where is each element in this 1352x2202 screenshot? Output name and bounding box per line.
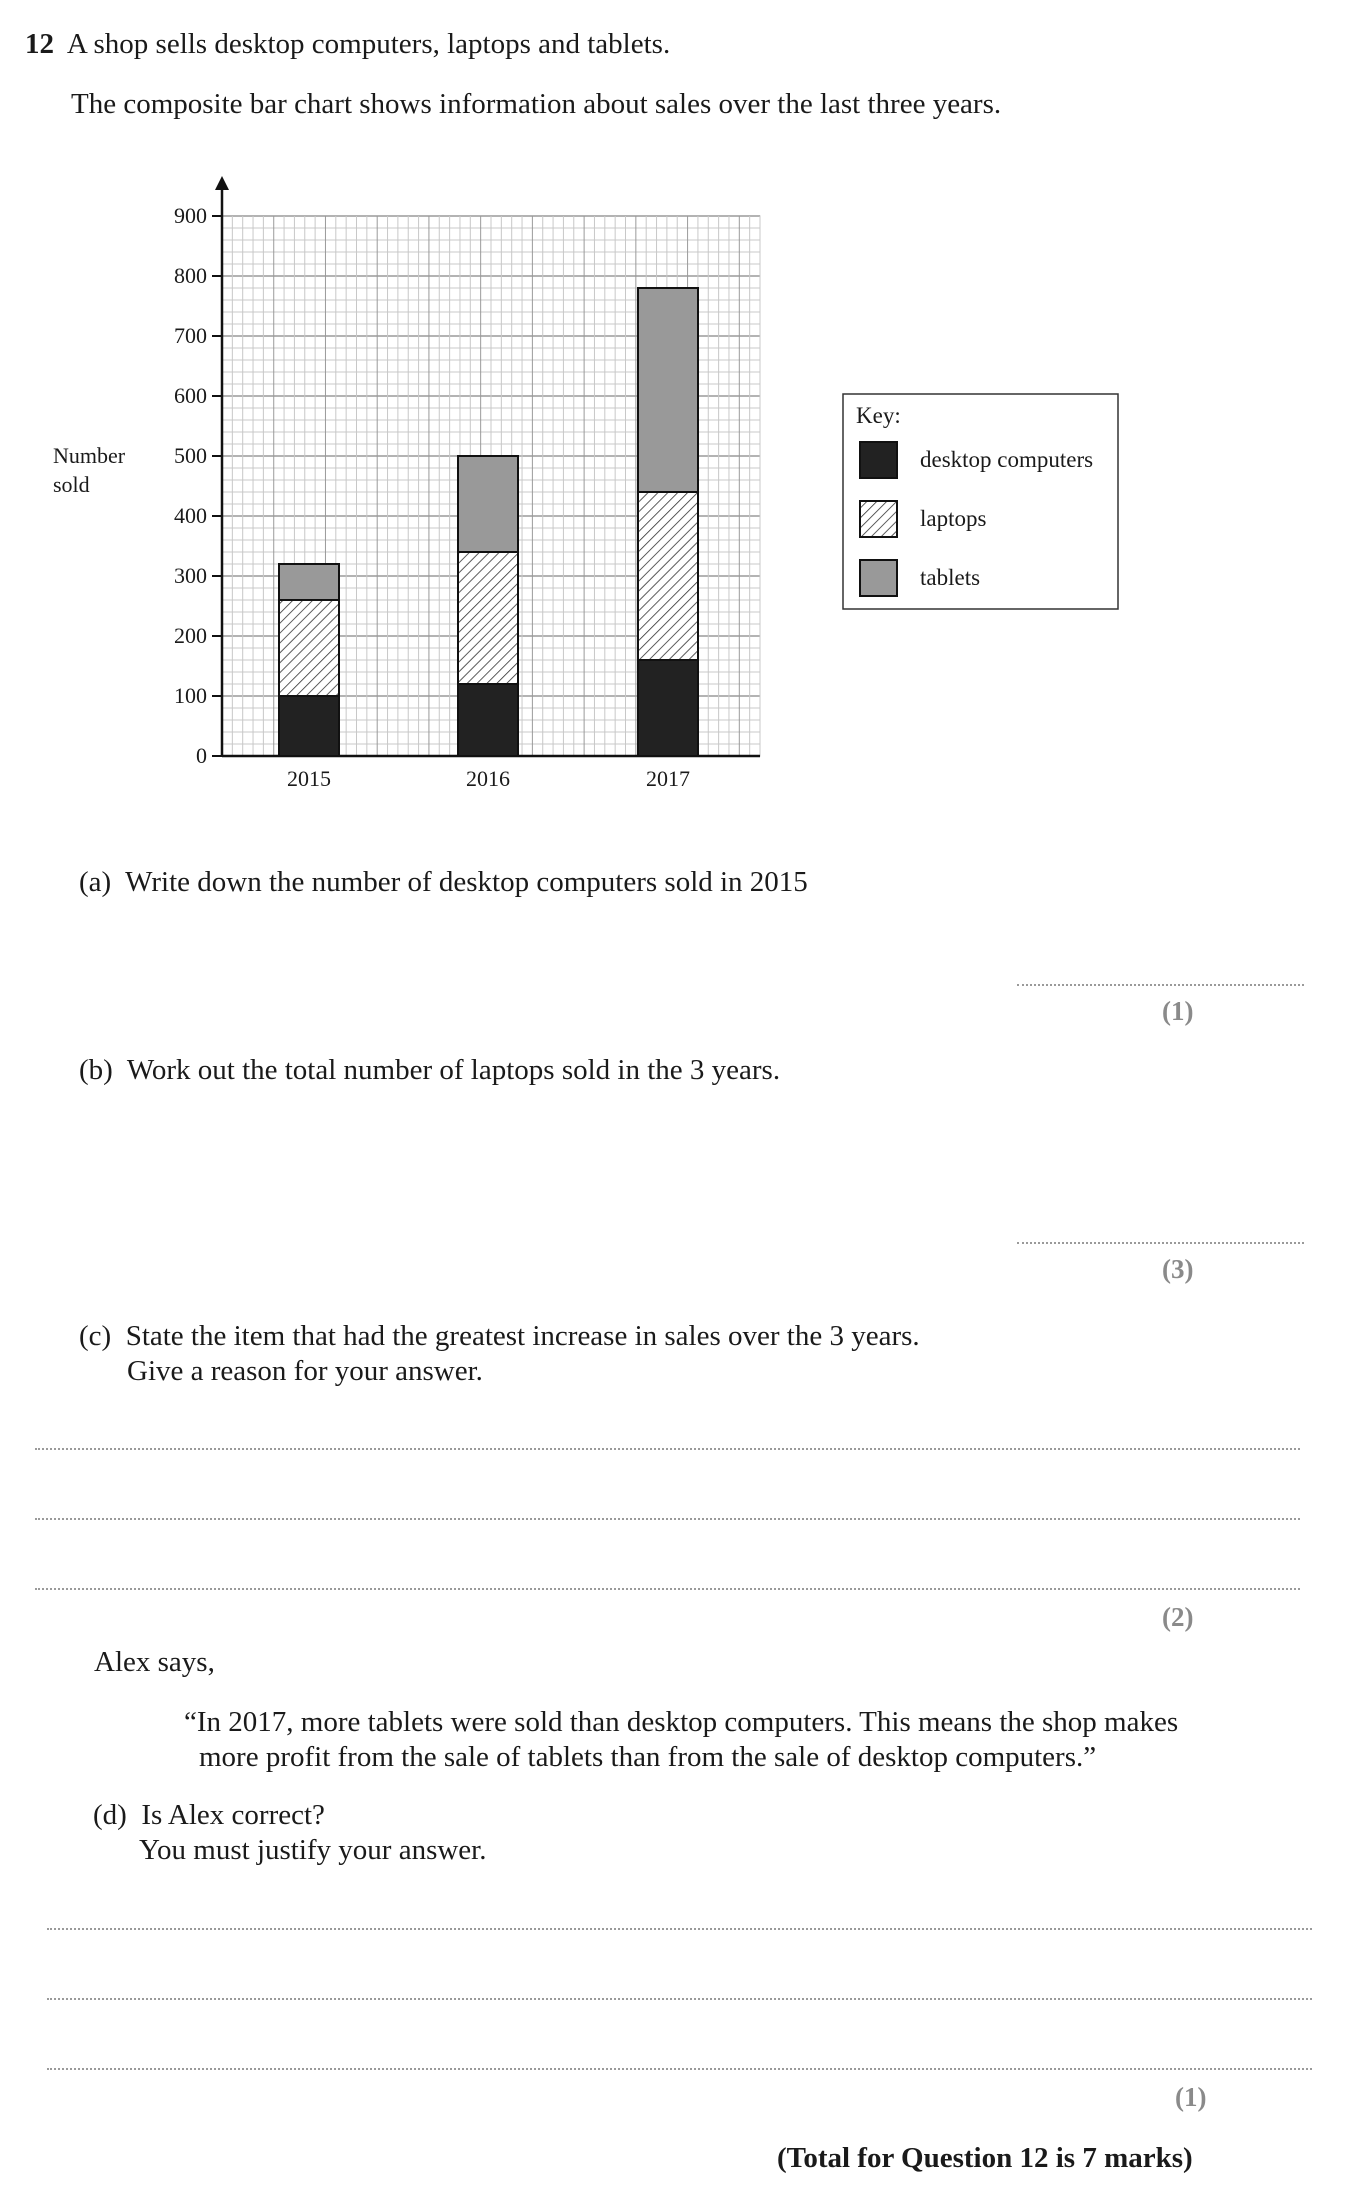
answer-line-c3[interactable] (35, 1588, 1300, 1590)
alex-quote-line2: more profit from the sale of tablets than from the sale of desktop computers.” (199, 1741, 1097, 1773)
answer-line-c1[interactable] (35, 1448, 1300, 1450)
legend-swatch (860, 442, 897, 478)
question-total: (Total for Question 12 is 7 marks) (777, 2142, 1193, 2174)
question-description: The composite bar chart shows information about sales over the last three years. (71, 88, 1002, 120)
x-tick-label: 2016 (466, 766, 510, 791)
y-tick-label: 800 (174, 263, 207, 288)
y-axis-label: Number (53, 443, 126, 468)
alex-quote-line1: “In 2017, more tablets were sold than desktop computers. This means the shop makes (184, 1706, 1179, 1738)
y-tick-label: 600 (174, 383, 207, 408)
part-a-label: (a) (79, 866, 112, 898)
bar-segment-laptops (638, 492, 698, 660)
question-intro: A shop sells desktop computers, laptops and tablets. (66, 28, 671, 60)
bar-segment-laptops (458, 552, 518, 684)
legend-entry: desktop computers (920, 447, 1094, 472)
legend-title: Key: (856, 403, 901, 428)
answer-line-d2[interactable] (47, 1998, 1312, 2000)
bar-segment-laptops (279, 600, 339, 696)
x-tick-label: 2015 (287, 766, 331, 791)
bar-segment-desktop-computers (279, 696, 339, 756)
part-b-label: (b) (79, 1054, 113, 1086)
part-c-line1: State the item that had the greatest increase in sales over the 3 years. (125, 1320, 920, 1352)
question-number: 12 (25, 28, 54, 60)
answer-line-a[interactable] (1017, 984, 1304, 986)
y-axis-label: sold (53, 472, 90, 497)
marks-a: (1) (1162, 996, 1194, 1026)
y-tick-label: 200 (174, 623, 207, 648)
marks-b: (3) (1162, 1254, 1194, 1284)
legend-swatch (860, 501, 897, 537)
part-d-line1: Is Alex correct? (141, 1799, 325, 1831)
answer-line-c2[interactable] (35, 1518, 1300, 1520)
answer-line-d1[interactable] (47, 1928, 1312, 1930)
legend-entry: tablets (920, 565, 981, 590)
marks-d: (1) (1175, 2082, 1207, 2112)
x-tick-label: 2017 (646, 766, 690, 791)
part-a-text: Write down the number of desktop computers sold in 2015 (125, 866, 808, 898)
legend-swatch (860, 560, 897, 596)
y-tick-label: 0 (196, 743, 207, 768)
part-d-label: (d) (93, 1799, 127, 1831)
alex-intro: Alex says, (94, 1646, 215, 1678)
bar-segment-tablets (458, 456, 518, 552)
bar-segment-tablets (279, 564, 339, 600)
part-d (93, 1797, 325, 1833)
y-tick-label: 100 (174, 683, 207, 708)
part-b (79, 1052, 780, 1088)
bar-segment-desktop-computers (638, 660, 698, 756)
part-b-text: Work out the total number of laptops sold in the 3 years. (126, 1054, 781, 1086)
part-d-line2: You must justify your answer. (139, 1834, 487, 1866)
marks-c: (2) (1162, 1602, 1194, 1632)
bar-segment-tablets (638, 288, 698, 492)
y-tick-label: 500 (174, 443, 207, 468)
y-tick-label: 900 (174, 203, 207, 228)
answer-line-d3[interactable] (47, 2068, 1312, 2070)
part-a (79, 864, 808, 900)
part-c-line2: Give a reason for your answer. (127, 1355, 483, 1387)
legend-entry: laptops (920, 506, 987, 531)
part-c-label: (c) (79, 1320, 112, 1352)
composite-bar-chart (0, 160, 1352, 800)
bar-segment-desktop-computers (458, 684, 518, 756)
y-tick-label: 300 (174, 563, 207, 588)
y-tick-label: 400 (174, 503, 207, 528)
y-tick-label: 700 (174, 323, 207, 348)
question-header (25, 26, 670, 62)
answer-line-b[interactable] (1017, 1242, 1304, 1244)
part-c (79, 1318, 920, 1354)
y-axis-arrow (215, 176, 229, 190)
